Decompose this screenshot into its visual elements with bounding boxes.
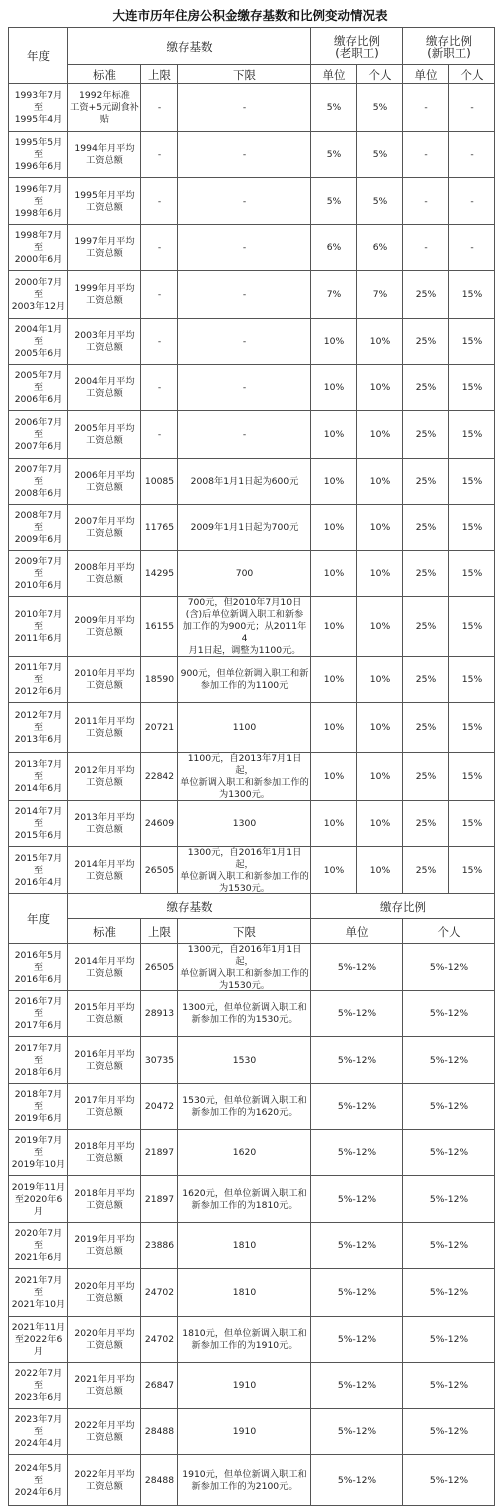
row15-standard: 2012年月平均 工资总额 [67, 752, 141, 801]
row2-3-upper: 30735 [140, 1036, 178, 1084]
row14-upper: 20721 [140, 702, 178, 753]
row8-lower: - [177, 410, 311, 459]
row2-8-year: 2021年7月至 2021年10月 [8, 1268, 68, 1317]
row2-personal-new: - [448, 131, 495, 178]
row2-11-year: 2023年7月至 2024年4月 [8, 1408, 68, 1455]
row2-12-upper: 28488 [140, 1454, 178, 1506]
row2-10-unit: 5%-12% [310, 1362, 403, 1409]
row17-personal-new: 15% [448, 846, 495, 894]
row16-year: 2014年7月至 2015年6月 [8, 800, 68, 847]
row2-4-personal: 5%-12% [402, 1083, 495, 1130]
row4-unit-old: 6% [310, 224, 357, 271]
row4-lower: - [177, 224, 311, 271]
row2-1-unit: 5%-12% [310, 943, 403, 991]
row17-standard: 2014年月平均 工资总额 [67, 846, 141, 894]
row5-personal-new: 15% [448, 270, 495, 319]
row17-unit-old: 10% [310, 846, 357, 894]
row2-3-personal: 5%-12% [402, 1036, 495, 1084]
row10-personal-new: 15% [448, 504, 495, 551]
row2-2-personal: 5%-12% [402, 990, 495, 1037]
row7-unit-new: 25% [402, 364, 449, 411]
row2-7-lower: 1810 [177, 1222, 311, 1269]
row10-unit-old: 10% [310, 504, 357, 551]
row7-standard: 2004年月平均 工资总额 [67, 364, 141, 411]
row6-unit-new: 25% [402, 318, 449, 365]
row1-upper: - [140, 83, 178, 132]
row2-11-upper: 28488 [140, 1408, 178, 1455]
row2-6-personal: 5%-12% [402, 1175, 495, 1223]
row2-6-year: 2019年11月 至2020年6月 [8, 1175, 68, 1223]
row2-unit-new: - [402, 131, 449, 178]
row2-5-standard: 2018年月平均 工资总额 [67, 1129, 141, 1176]
row10-lower: 2009年1月1日起为700元 [177, 504, 311, 551]
row2-6-unit: 5%-12% [310, 1175, 403, 1223]
row3-upper: - [140, 177, 178, 225]
row9-upper: 10085 [140, 458, 178, 505]
row15-lower: 1100元，自2013年7月1日起， 单位新调入职工和新参加工作的 为1300元。 [177, 752, 311, 801]
row2-10-lower: 1910 [177, 1362, 311, 1409]
row3-personal-new: - [448, 177, 495, 225]
row17-year: 2015年7月至 2016年4月 [8, 846, 68, 894]
row2-8-personal: 5%-12% [402, 1268, 495, 1317]
row2-7-personal: 5%-12% [402, 1222, 495, 1269]
row10-unit-new: 25% [402, 504, 449, 551]
row15-personal-new: 15% [448, 752, 495, 801]
header-ratio-old: 缴存比例 (老职工) [310, 27, 403, 65]
row2-6-upper: 21897 [140, 1175, 178, 1223]
row11-personal-new: 15% [448, 550, 495, 597]
row4-upper: - [140, 224, 178, 271]
row14-year: 2012年7月至 2013年6月 [8, 702, 68, 753]
row9-personal-new: 15% [448, 458, 495, 505]
row16-unit-old: 10% [310, 800, 357, 847]
row2-1-upper: 26505 [140, 943, 178, 991]
row6-personal-old: 10% [356, 318, 403, 365]
row13-unit-new: 25% [402, 656, 449, 703]
row11-standard: 2008年月平均 工资总额 [67, 550, 141, 597]
row4-unit-new: - [402, 224, 449, 271]
row8-personal-old: 10% [356, 410, 403, 459]
header-unit-old: 单位 [310, 64, 357, 84]
row17-upper: 26505 [140, 846, 178, 894]
row1-unit-old: 5% [310, 83, 357, 132]
row2-5-personal: 5%-12% [402, 1129, 495, 1176]
row1-personal-new: - [448, 83, 495, 132]
row7-personal-new: 15% [448, 364, 495, 411]
row2-9-personal: 5%-12% [402, 1316, 495, 1363]
row2-unit-old: 5% [310, 131, 357, 178]
row16-lower: 1300 [177, 800, 311, 847]
row2-8-unit: 5%-12% [310, 1268, 403, 1317]
row2-5-lower: 1620 [177, 1129, 311, 1176]
row1-lower: - [177, 83, 311, 132]
row12-year: 2010年7月至 2011年6月 [8, 596, 68, 657]
row13-standard: 2010年月平均 工资总额 [67, 656, 141, 703]
row2-2-upper: 28913 [140, 990, 178, 1037]
row7-lower: - [177, 364, 311, 411]
row9-year: 2007年7月至 2008年6月 [8, 458, 68, 505]
row15-upper: 22842 [140, 752, 178, 801]
row3-year: 1996年7月至 1998年6月 [8, 177, 68, 225]
row11-personal-old: 10% [356, 550, 403, 597]
row9-unit-old: 10% [310, 458, 357, 505]
row13-year: 2011年7月至 2012年6月 [8, 656, 68, 703]
row2-2-standard: 2015年月平均 工资总额 [67, 990, 141, 1037]
row2-1-personal: 5%-12% [402, 943, 495, 991]
row2-7-upper: 23886 [140, 1222, 178, 1269]
row13-unit-old: 10% [310, 656, 357, 703]
row7-year: 2005年7月至 2006年6月 [8, 364, 68, 411]
row3-standard: 1995年月平均 工资总额 [67, 177, 141, 225]
row3-personal-old: 5% [356, 177, 403, 225]
row2-12-lower: 1910元，但单位新调入职工和 新参加工作的为2100元。 [177, 1454, 311, 1506]
row2-3-lower: 1530 [177, 1036, 311, 1084]
row14-unit-new: 25% [402, 702, 449, 753]
row2-10-upper: 26847 [140, 1362, 178, 1409]
row2-6-lower: 1620元，但单位新调入职工和 新参加工作的为1810元。 [177, 1175, 311, 1223]
row17-lower: 1300元，自2016年1月1日起， 单位新调入职工和新参加工作的 为1530元。 [177, 846, 311, 894]
row6-personal-new: 15% [448, 318, 495, 365]
row9-personal-old: 10% [356, 458, 403, 505]
row8-unit-new: 25% [402, 410, 449, 459]
row2-3-year: 2017年7月至 2018年6月 [8, 1036, 68, 1084]
row2-upper: - [140, 131, 178, 178]
row15-unit-new: 25% [402, 752, 449, 801]
row16-personal-old: 10% [356, 800, 403, 847]
row2-8-upper: 24702 [140, 1268, 178, 1317]
row2-standard: 1994年月平均 工资总额 [67, 131, 141, 178]
row14-unit-old: 10% [310, 702, 357, 753]
row2-10-personal: 5%-12% [402, 1362, 495, 1409]
row2-9-upper: 24702 [140, 1316, 178, 1363]
row5-upper: - [140, 270, 178, 319]
row5-lower: - [177, 270, 311, 319]
row2-5-year: 2019年7月至 2019年10月 [8, 1129, 68, 1176]
row10-upper: 11765 [140, 504, 178, 551]
row11-year: 2009年7月至 2010年6月 [8, 550, 68, 597]
row5-standard: 1999年月平均 工资总额 [67, 270, 141, 319]
row13-lower: 900元，但单位新调入职工和新 参加工作的为1100元 [177, 656, 311, 703]
header2-year: 年度 [8, 893, 68, 944]
row13-upper: 18590 [140, 656, 178, 703]
row14-lower: 1100 [177, 702, 311, 753]
row2-1-lower: 1300元，自2016年1月1日起， 单位新调入职工和新参加工作的 为1530元。 [177, 943, 311, 991]
row15-unit-old: 10% [310, 752, 357, 801]
row12-lower: 700元，但2010年7月10日 (含)后单位新调入职工和新参 加工作的为900元；从2011年4 月1日起，调整为1100元。 [177, 596, 311, 657]
row13-personal-old: 10% [356, 656, 403, 703]
row16-standard: 2013年月平均 工资总额 [67, 800, 141, 847]
row2-personal-old: 5% [356, 131, 403, 178]
row8-personal-new: 15% [448, 410, 495, 459]
row4-year: 1998年7月至 2000年6月 [8, 224, 68, 271]
row2-4-year: 2018年7月至 2019年6月 [8, 1083, 68, 1130]
row2-7-standard: 2019年月平均 工资总额 [67, 1222, 141, 1269]
row2-8-lower: 1810 [177, 1268, 311, 1317]
header-standard: 标准 [67, 64, 141, 84]
row2-2-lower: 1300元，但单位新调入职工和 新参加工作的为1530元。 [177, 990, 311, 1037]
row16-upper: 24609 [140, 800, 178, 847]
row2-12-personal: 5%-12% [402, 1454, 495, 1506]
header-lower: 下限 [177, 64, 311, 84]
row9-unit-new: 25% [402, 458, 449, 505]
row4-personal-new: - [448, 224, 495, 271]
row2-5-unit: 5%-12% [310, 1129, 403, 1176]
row14-personal-old: 10% [356, 702, 403, 753]
row7-personal-old: 10% [356, 364, 403, 411]
row3-unit-new: - [402, 177, 449, 225]
row2-4-standard: 2017年月平均 工资总额 [67, 1083, 141, 1130]
row3-unit-old: 5% [310, 177, 357, 225]
row2-5-upper: 21897 [140, 1129, 178, 1176]
header2-standard: 标准 [67, 918, 141, 944]
row17-unit-new: 25% [402, 846, 449, 894]
row1-year: 1993年7月至 1995年4月 [8, 83, 68, 132]
row8-year: 2006年7月至 2007年6月 [8, 410, 68, 459]
row2-4-unit: 5%-12% [310, 1083, 403, 1130]
row1-standard: 1992年标准 工资+5元副食补 贴 [67, 83, 141, 132]
row14-standard: 2011年月平均 工资总额 [67, 702, 141, 753]
row2-9-lower: 1810元，但单位新调入职工和 新参加工作的为1910元。 [177, 1316, 311, 1363]
header-ratio-new: 缴存比例 (新职工) [402, 27, 495, 65]
row12-unit-old: 10% [310, 596, 357, 657]
row2-3-unit: 5%-12% [310, 1036, 403, 1084]
header2-personal: 个人 [402, 918, 495, 944]
row2-10-standard: 2021年月平均 工资总额 [67, 1362, 141, 1409]
row6-lower: - [177, 318, 311, 365]
row15-personal-old: 10% [356, 752, 403, 801]
row2-12-year: 2024年5月至 2024年6月 [8, 1454, 68, 1506]
row10-personal-old: 10% [356, 504, 403, 551]
row11-upper: 14295 [140, 550, 178, 597]
row6-year: 2004年1月至 2005年6月 [8, 318, 68, 365]
row5-year: 2000年7月至 2003年12月 [8, 270, 68, 319]
row15-year: 2013年7月至 2014年6月 [8, 752, 68, 801]
header2-unit: 单位 [310, 918, 403, 944]
header2-lower: 下限 [177, 918, 311, 944]
row2-9-standard: 2020年月平均 工资总额 [67, 1316, 141, 1363]
header-year: 年度 [8, 27, 68, 84]
row6-standard: 2003年月平均 工资总额 [67, 318, 141, 365]
row2-7-year: 2020年7月至 2021年6月 [8, 1222, 68, 1269]
row2-12-standard: 2022年月平均 工资总额 [67, 1454, 141, 1506]
row7-upper: - [140, 364, 178, 411]
row11-unit-old: 10% [310, 550, 357, 597]
header2-base: 缴存基数 [67, 893, 311, 919]
row4-standard: 1997年月平均 工资总额 [67, 224, 141, 271]
row14-personal-new: 15% [448, 702, 495, 753]
row16-personal-new: 15% [448, 800, 495, 847]
row2-7-unit: 5%-12% [310, 1222, 403, 1269]
row10-year: 2008年7月至 2009年6月 [8, 504, 68, 551]
row2-2-year: 2016年7月至 2017年6月 [8, 990, 68, 1037]
row8-unit-old: 10% [310, 410, 357, 459]
header-personal-new: 个人 [448, 64, 495, 84]
row2-11-standard: 2022年月平均 工资总额 [67, 1408, 141, 1455]
row2-2-unit: 5%-12% [310, 990, 403, 1037]
row1-unit-new: - [402, 83, 449, 132]
header2-upper: 上限 [140, 918, 178, 944]
row8-upper: - [140, 410, 178, 459]
row17-personal-old: 10% [356, 846, 403, 894]
row3-lower: - [177, 177, 311, 225]
row9-lower: 2008年1月1日起为600元 [177, 458, 311, 505]
row8-standard: 2005年月平均 工资总额 [67, 410, 141, 459]
header-personal-old: 个人 [356, 64, 403, 84]
row9-standard: 2006年月平均 工资总额 [67, 458, 141, 505]
row2-10-year: 2022年7月至 2023年6月 [8, 1362, 68, 1409]
row11-unit-new: 25% [402, 550, 449, 597]
row2-9-year: 2021年11月 至2022年6月 [8, 1316, 68, 1363]
header-unit-new: 单位 [402, 64, 449, 84]
row2-year: 1995年5月至 1996年6月 [8, 131, 68, 178]
row1-personal-old: 5% [356, 83, 403, 132]
row5-unit-old: 7% [310, 270, 357, 319]
row11-lower: 700 [177, 550, 311, 597]
row4-personal-old: 6% [356, 224, 403, 271]
row5-unit-new: 25% [402, 270, 449, 319]
row2-11-lower: 1910 [177, 1408, 311, 1455]
row2-8-standard: 2020年月平均 工资总额 [67, 1268, 141, 1317]
row2-11-personal: 5%-12% [402, 1408, 495, 1455]
row2-11-unit: 5%-12% [310, 1408, 403, 1455]
header2-ratio: 缴存比例 [310, 893, 495, 919]
row16-unit-new: 25% [402, 800, 449, 847]
row12-standard: 2009年月平均 工资总额 [67, 596, 141, 657]
row2-12-unit: 5%-12% [310, 1454, 403, 1506]
row6-unit-old: 10% [310, 318, 357, 365]
row2-1-standard: 2014年月平均 工资总额 [67, 943, 141, 991]
row2-4-upper: 20472 [140, 1083, 178, 1130]
row12-personal-new: 15% [448, 596, 495, 657]
row7-unit-old: 10% [310, 364, 357, 411]
row13-personal-new: 15% [448, 656, 495, 703]
row2-3-standard: 2016年月平均 工资总额 [67, 1036, 141, 1084]
row2-1-year: 2016年5月至 2016年6月 [8, 943, 68, 991]
row10-standard: 2007年月平均 工资总额 [67, 504, 141, 551]
header-base: 缴存基数 [67, 27, 311, 65]
row6-upper: - [140, 318, 178, 365]
row12-upper: 16155 [140, 596, 178, 657]
row2-lower: - [177, 131, 311, 178]
header-upper: 上限 [140, 64, 178, 84]
row2-4-lower: 1530元，但单位新调入职工和 新参加工作的为1620元。 [177, 1083, 311, 1130]
row2-9-unit: 5%-12% [310, 1316, 403, 1363]
row5-personal-old: 7% [356, 270, 403, 319]
row2-6-standard: 2018年月平均 工资总额 [67, 1175, 141, 1223]
row12-personal-old: 10% [356, 596, 403, 657]
row12-unit-new: 25% [402, 596, 449, 657]
page-title: 大连市历年住房公积金缴存基数和比例变动情况表 [112, 8, 388, 23]
